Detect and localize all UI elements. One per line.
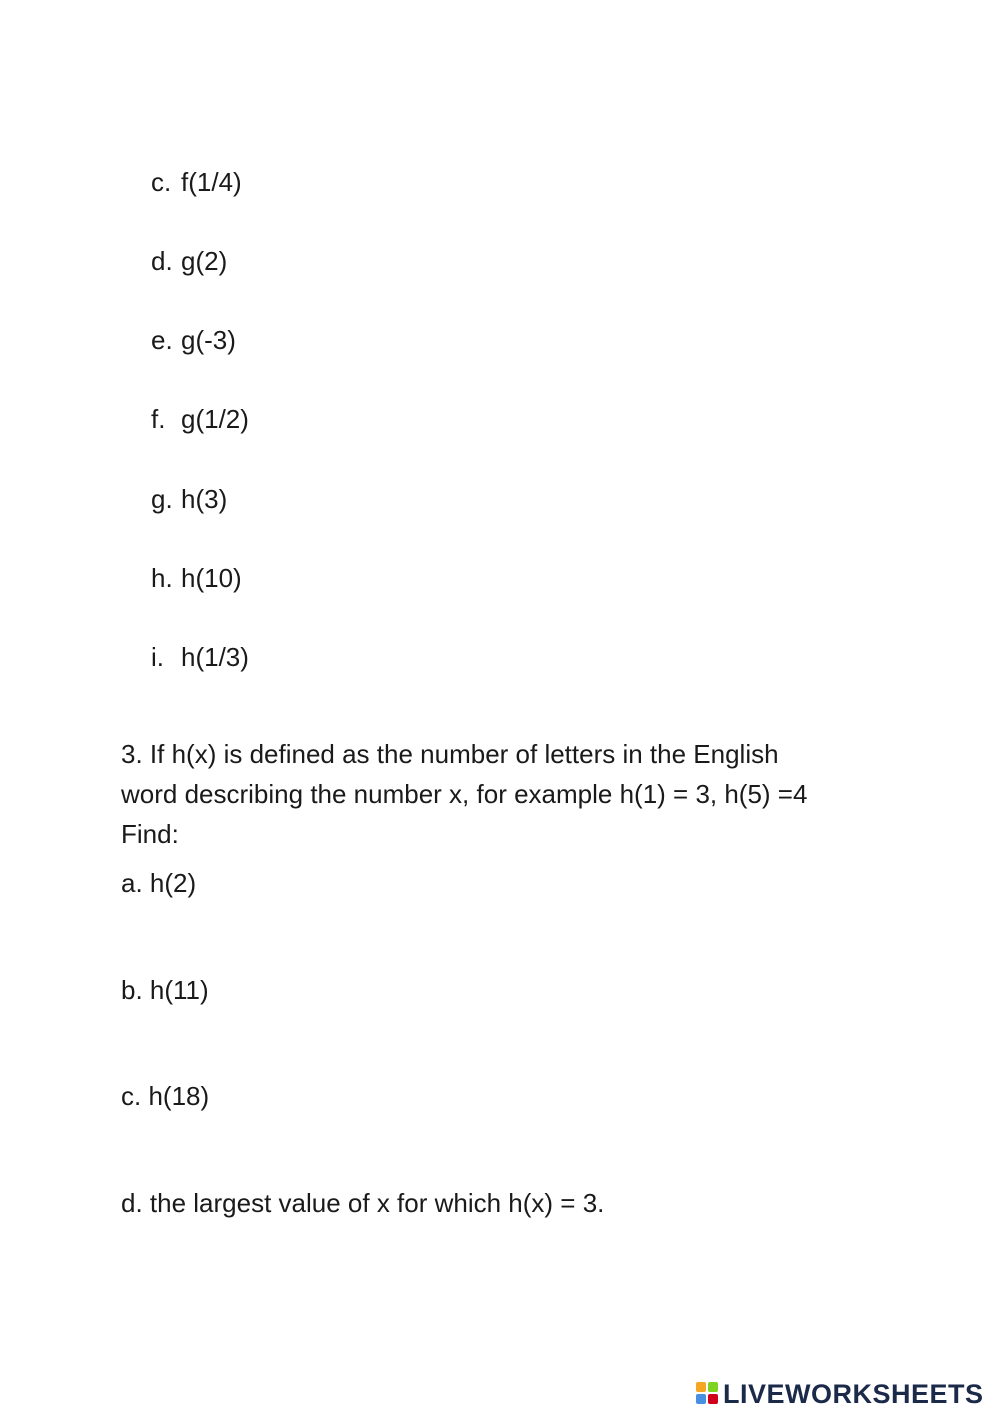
item-text: g(-3) — [181, 325, 236, 355]
item-text: h(3) — [181, 484, 228, 514]
list-item — [151, 166, 242, 198]
item-letter: h. — [151, 563, 173, 593]
question-3 — [121, 734, 881, 854]
item-text: h(1/3) — [181, 642, 249, 672]
question-part-a: a. h(2) — [121, 868, 197, 898]
list-item — [151, 245, 227, 277]
question-line: 3. If h(x) is defined as the number of letters in the English — [121, 739, 779, 769]
question-line: Find: — [121, 819, 179, 849]
item-letter: f. — [151, 404, 166, 434]
item-letter: i. — [151, 642, 164, 672]
list-item — [151, 562, 242, 594]
question-line: word describing the number x, for example h(1) = 3, h(5) =4 — [121, 779, 808, 809]
item-letter: e. — [151, 325, 173, 355]
item-text: g(1/2) — [181, 404, 249, 434]
liveworksheets-logo — [696, 1378, 984, 1410]
logo-text: LIVEWORKSHEETS — [723, 1378, 984, 1409]
list-item — [151, 641, 249, 673]
question-part-b: b. h(11) — [121, 975, 209, 1005]
list-item — [151, 324, 236, 356]
logo-icon — [696, 1382, 720, 1406]
list-item — [151, 483, 227, 515]
item-letter: d. — [151, 246, 173, 276]
item-text: g(2) — [181, 246, 228, 276]
item-letter: g. — [151, 484, 173, 514]
item-text: h(10) — [181, 563, 242, 593]
list-item — [151, 403, 249, 435]
item-letter: c. — [151, 167, 172, 197]
question-part-c: c. h(18) — [121, 1081, 210, 1111]
question-part-d: d. the largest value of x for which h(x) = 3. — [121, 1188, 605, 1218]
item-text: f(1/4) — [181, 167, 242, 197]
